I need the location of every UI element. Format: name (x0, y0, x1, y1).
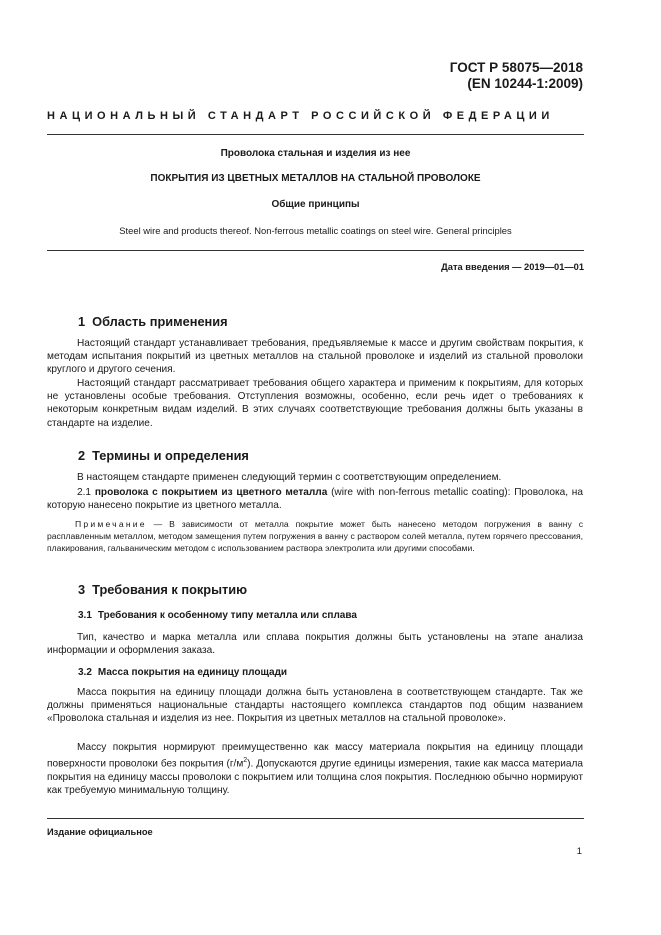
term-number: 2.1 (77, 487, 92, 498)
subsection-3-1-paragraph: Тип, качество и марка металла или сплава покрытия должны быть установлены на этапе анализа информации и оформления заказа. (47, 632, 583, 657)
subsection-3-1-heading: 3.1 Требования к особенному типу металла или сплава (78, 610, 357, 621)
introduction-date: Дата введения — 2019—01—01 (441, 262, 584, 272)
section-title: Область применения (92, 314, 228, 329)
title-english: Steel wire and products thereof. Non-ferrous metallic coatings on steel wire. General principles (119, 225, 512, 236)
title-line-3: Общие принципы (271, 199, 360, 210)
subsection-3-2-paragraph-1: Масса покрытия на единицу площади должна быть установлена в соответствующем стандарте. Так же должны применяться национальные стандарты настоящего комплекса стандартов под общим названием «Проволока стальная и изделия из нее. Покрытия из цветных металлов на стальной проволоке». (47, 687, 583, 725)
section-2-heading (78, 448, 249, 463)
section-title: Термины и определения (92, 448, 249, 463)
section-1-paragraph-1: Настоящий стандарт устанавливает требования, предъявляемые к массе и другим свойствам покрытия, к методам испытания покрытий из цветных металлов на стальной проволоке и изделий из стальной проволоки круглого и другого сечения. (47, 338, 583, 376)
note-label: Примечание (75, 519, 147, 529)
section-1-paragraph-2: Настоящий стандарт рассматривает требования общего характера и применим к покрытиям, для которых не установлены особые требования. Отступления возможны, особенно, если речь идет о требованиях к некоторым конкретным видам изделий. В этих случаях соответствующие требования должны быть указаны в стандарте на изделие. (47, 378, 583, 429)
standard-designation (450, 60, 583, 92)
gost-number: ГОСТ Р 58075—2018 (449, 60, 583, 75)
note-text: — В зависимости от металла покрытие может быть нанесено методом погружения в ванну с расплавленным металлом, методом замещения путем погружения в ванну с раствором солей металла, путем горячего прессования, плакирования, гальваническим методом с использованием раствора электролита или другими способами. (47, 519, 583, 553)
title-line-1: Проволока стальная и изделия из нее (220, 148, 411, 159)
term-definition (47, 486, 583, 512)
note (47, 518, 583, 554)
header-rule (47, 134, 584, 135)
section-number: 2 (78, 448, 86, 463)
section-number: 1 (78, 314, 86, 329)
subsection-3-2-heading: 3.2 Масса покрытия на единицу площади (78, 667, 288, 678)
section-3-heading (78, 582, 247, 597)
subsection-3-2-paragraph-2: Массу покрытия нормируют преимущественно как массу материала покрытия на единицу площади поверхности проволоки без покрытия $(г/м^2)$. Допускаются другие единицы измерения, такие как масса материала покрытия на единицу массы проволоки с покрытием или толщина слоя покрытия. Последнюю обычно нормируют как требуемую минимальную толщину. (47, 742, 583, 796)
en-number: (EN 10244-1:2009) (467, 76, 583, 91)
section-2-paragraph-1: В настоящем стандарте применен следующий термин с соответствующим определением. (77, 472, 502, 483)
term-name: проволока с покрытием из цветного металла (94, 487, 328, 498)
section-number: 3 (78, 582, 86, 597)
term-text: (wire with non-ferrous metallic coating): Проволока, на которую нанесено покрытие из цветного металла. (47, 487, 583, 512)
official-edition-label: Издание официальное (47, 827, 153, 837)
footer-rule (47, 818, 584, 819)
title-line-2: ПОКРЫТИЯ ИЗ ЦВЕТНЫХ МЕТАЛЛОВ НА СТАЛЬНОЙ ПРОВОЛОКЕ (150, 173, 481, 184)
national-standard-banner: НАЦИОНАЛЬНЫЙ СТАНДАРТ РОССИЙСКОЙ ФЕДЕРАЦИИ (47, 110, 554, 122)
section-1-heading (78, 314, 228, 329)
title-rule (47, 250, 584, 251)
page-number: 1 (576, 846, 582, 857)
section-title: Требования к покрытию (92, 582, 248, 597)
